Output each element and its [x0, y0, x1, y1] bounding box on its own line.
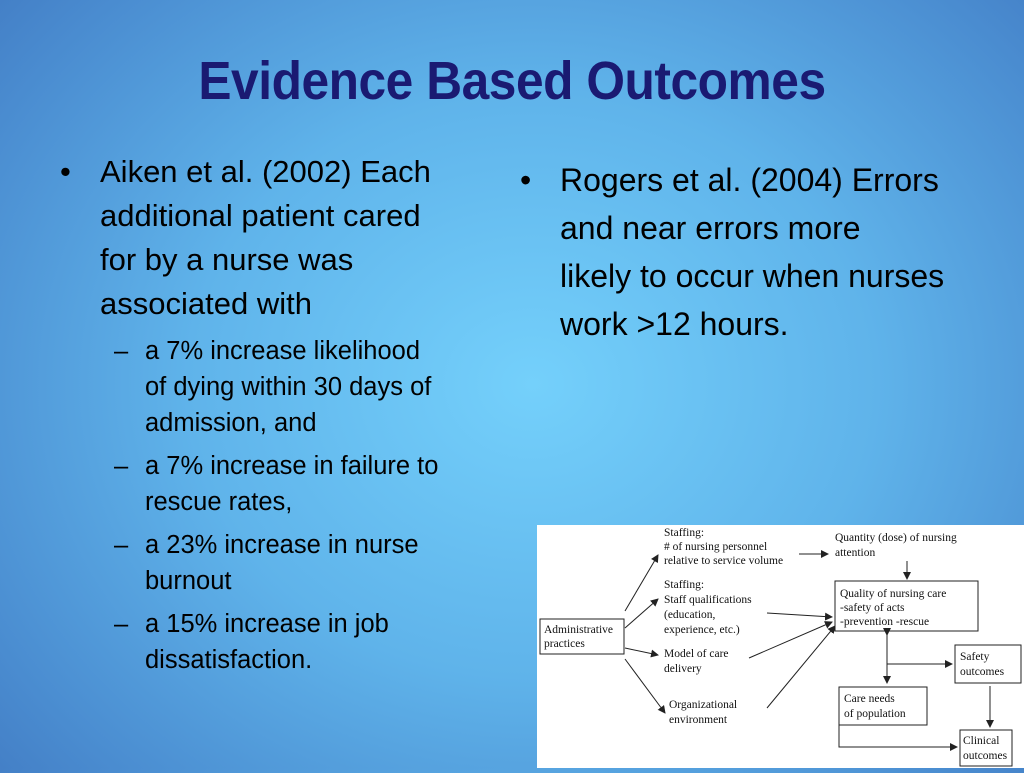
- sub-bullet-line: a 15% increase in job: [145, 610, 389, 638]
- dash-marker: –: [114, 337, 129, 365]
- right-column: [518, 156, 968, 348]
- sub-bullet-line: burnout: [145, 567, 232, 595]
- slide-title: Evidence Based Outcomes: [198, 51, 826, 111]
- sub-bullet-line: a 7% increase likelihood: [145, 337, 420, 365]
- arrow-admin-staffing: [625, 555, 658, 611]
- nursing-outcomes-diagram: [537, 525, 1024, 768]
- bullet-line: Aiken et al. (2002) Each: [100, 154, 431, 189]
- safety-label: Safety outcomes: [960, 651, 1005, 678]
- diagram-svg: [537, 525, 1024, 768]
- sub-bullet-dying: [58, 333, 478, 441]
- care-needs-label: Care needs of population: [844, 693, 906, 720]
- quantity-label: Quantity (dose) of nursing attention: [835, 532, 957, 559]
- bullet-line: associated with: [100, 286, 312, 321]
- sub-bullet-line: of dying within 30 days of: [145, 373, 432, 401]
- sub-bullet-line: a 23% increase in nurse: [145, 531, 419, 559]
- arrow-qualifications-quality: [767, 613, 832, 617]
- left-column: [58, 150, 478, 678]
- dash-marker: –: [114, 531, 129, 559]
- arrow-admin-organizational: [625, 659, 665, 713]
- bullet-dot: •: [520, 162, 532, 198]
- sub-bullet-dissatisfaction: [58, 606, 478, 678]
- staffing-volume-label: Staffing: # of nursing personnel relative to service volume: [664, 527, 784, 567]
- quality-label: Quality of nursing care -safety of acts -prevention -rescue: [840, 588, 947, 628]
- bullet-aiken: [58, 150, 478, 326]
- bullet-line: work >12 hours.: [560, 306, 789, 342]
- sub-bullet-line: dissatisfaction.: [145, 646, 313, 674]
- dash-marker: –: [114, 452, 129, 480]
- bullet-rogers: [518, 156, 968, 348]
- admin-label: Administrative practices: [544, 624, 613, 650]
- arrow-model-quality: [749, 622, 832, 658]
- bullet-line: additional patient cared: [100, 198, 421, 233]
- dash-marker: –: [114, 610, 129, 638]
- clinical-label: Clinical outcomes: [963, 735, 1008, 762]
- sub-bullet-burnout: [58, 527, 478, 599]
- bullet-line: Rogers et al. (2004) Errors: [560, 162, 939, 198]
- arrow-admin-model: [625, 648, 658, 655]
- sub-bullet-line: admission, and: [145, 409, 317, 437]
- sub-bullet-line: rescue rates,: [145, 488, 293, 516]
- model-of-care-label: Model of care delivery: [664, 648, 729, 675]
- sub-bullet-line: a 7% increase in failure to: [145, 452, 439, 480]
- organizational-label: Organizational environment: [669, 699, 738, 726]
- bullet-line: and near errors more: [560, 210, 861, 246]
- arrow-careneeds-clinical: [839, 725, 957, 747]
- bullet-dot: •: [60, 154, 71, 189]
- arrow-organizational-quality: [767, 626, 835, 708]
- bullet-line: likely to occur when nurses: [560, 258, 945, 294]
- sub-bullet-rescue: [58, 448, 478, 520]
- bullet-line: for by a nurse was: [100, 242, 354, 277]
- staffing-qual-label: Staffing: Staff qualifications (education, experience, etc.): [664, 579, 752, 636]
